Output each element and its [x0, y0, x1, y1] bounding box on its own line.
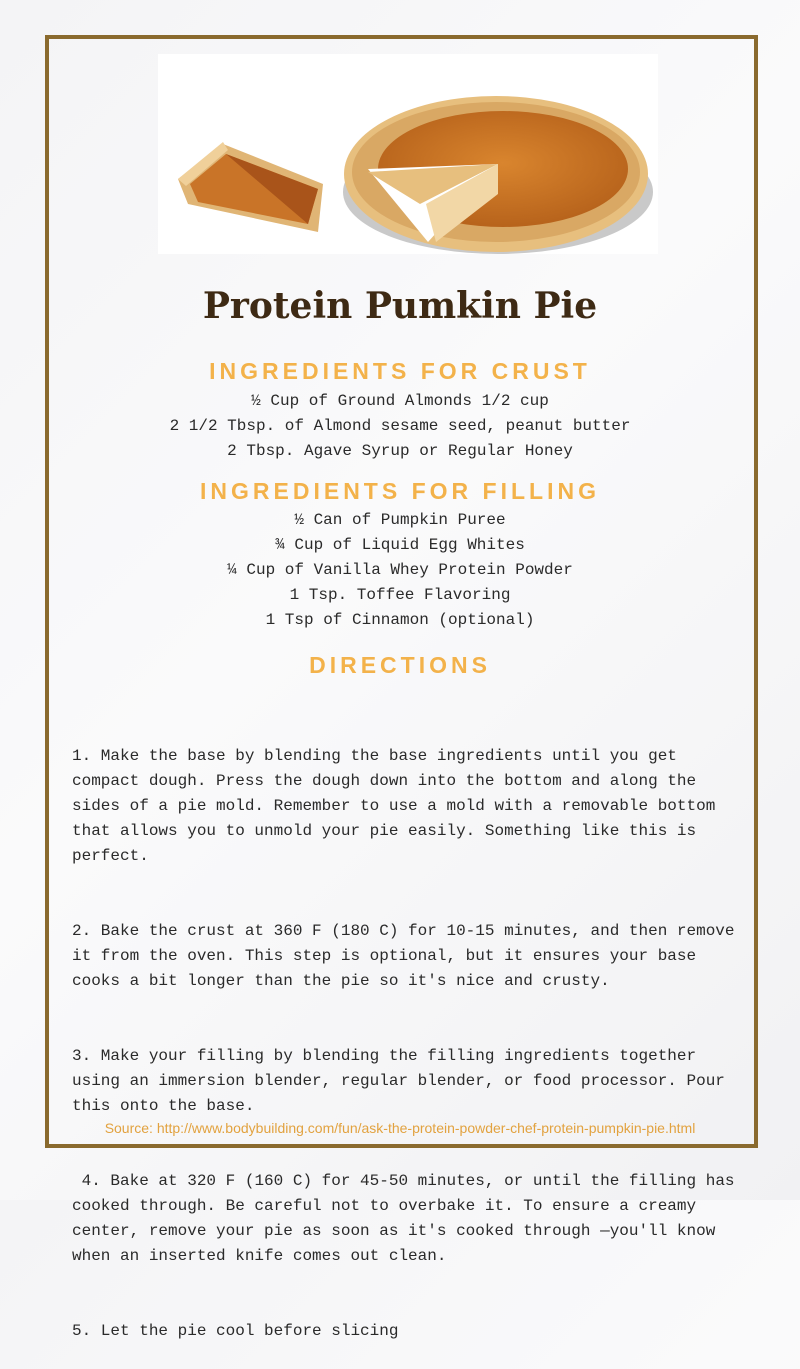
list-item: ½ Can of Pumpkin Puree — [294, 511, 506, 529]
direction-step: 1. Make the base by blending the base ingredients until you get compact dough. Press the dough down into the bottom and along the sides of a pie mold. Remember to use a mold with a removable bottom that allows you to unmold your pie easily. Something like this is perfect. — [72, 747, 725, 865]
pie-illustration — [158, 54, 658, 254]
list-item: 1 Tsp. Toffee Flavoring — [289, 586, 511, 604]
page-title: Protein Pumkin Pie — [202, 285, 598, 327]
crust-heading: INGREDIENTS FOR CRUST — [209, 358, 591, 384]
pumpkin-pie-photo — [158, 54, 658, 254]
list-item: 1 Tsp of Cinnamon (optional) — [265, 611, 535, 629]
list-item: ½ Cup of Ground Almonds 1/2 cup — [251, 392, 549, 410]
list-item: 2 Tbsp. Agave Syrup or Regular Honey — [227, 442, 573, 460]
direction-step: 3. Make your filling by blending the filling ingredients together using an immersion blender, regular blender, or food processor. Pour this onto the base. — [72, 1047, 735, 1115]
direction-step: 2. Bake the crust at 360 F (180 C) for 10-15 minutes, and then remove it from the oven. This step is optional, but it ensures your base cooks a bit longer than the pie so it's nice and crusty. — [72, 922, 745, 990]
filling-heading: INGREDIENTS FOR FILLING — [200, 478, 600, 504]
filling-ingredient-list — [0, 508, 800, 633]
direction-step: 4. Bake at 320 F (160 C) for 45-50 minutes, or until the filling has cooked through. Be careful not to overbake it. To ensure a creamy center, remove your pie as soon as it's cooked through —you'll know when an inserted knife comes out clean. — [72, 1172, 745, 1265]
direction-step: 5. Let the pie cool before slicing — [72, 1322, 399, 1340]
pie-slice — [178, 142, 323, 232]
directions-body — [72, 694, 745, 1369]
list-item: 2 1/2 Tbsp. of Almond sesame seed, peanut butter — [169, 417, 631, 435]
list-item: ¾ Cup of Liquid Egg Whites — [275, 536, 525, 554]
list-item: ¼ Cup of Vanilla Whey Protein Powder — [227, 561, 573, 579]
directions-heading: DIRECTIONS — [309, 652, 491, 678]
source-link[interactable]: Source: http://www.bodybuilding.com/fun/ask-the-protein-powder-chef-protein-pumpkin-pie.html — [104, 1120, 696, 1136]
crust-ingredient-list — [0, 389, 800, 464]
